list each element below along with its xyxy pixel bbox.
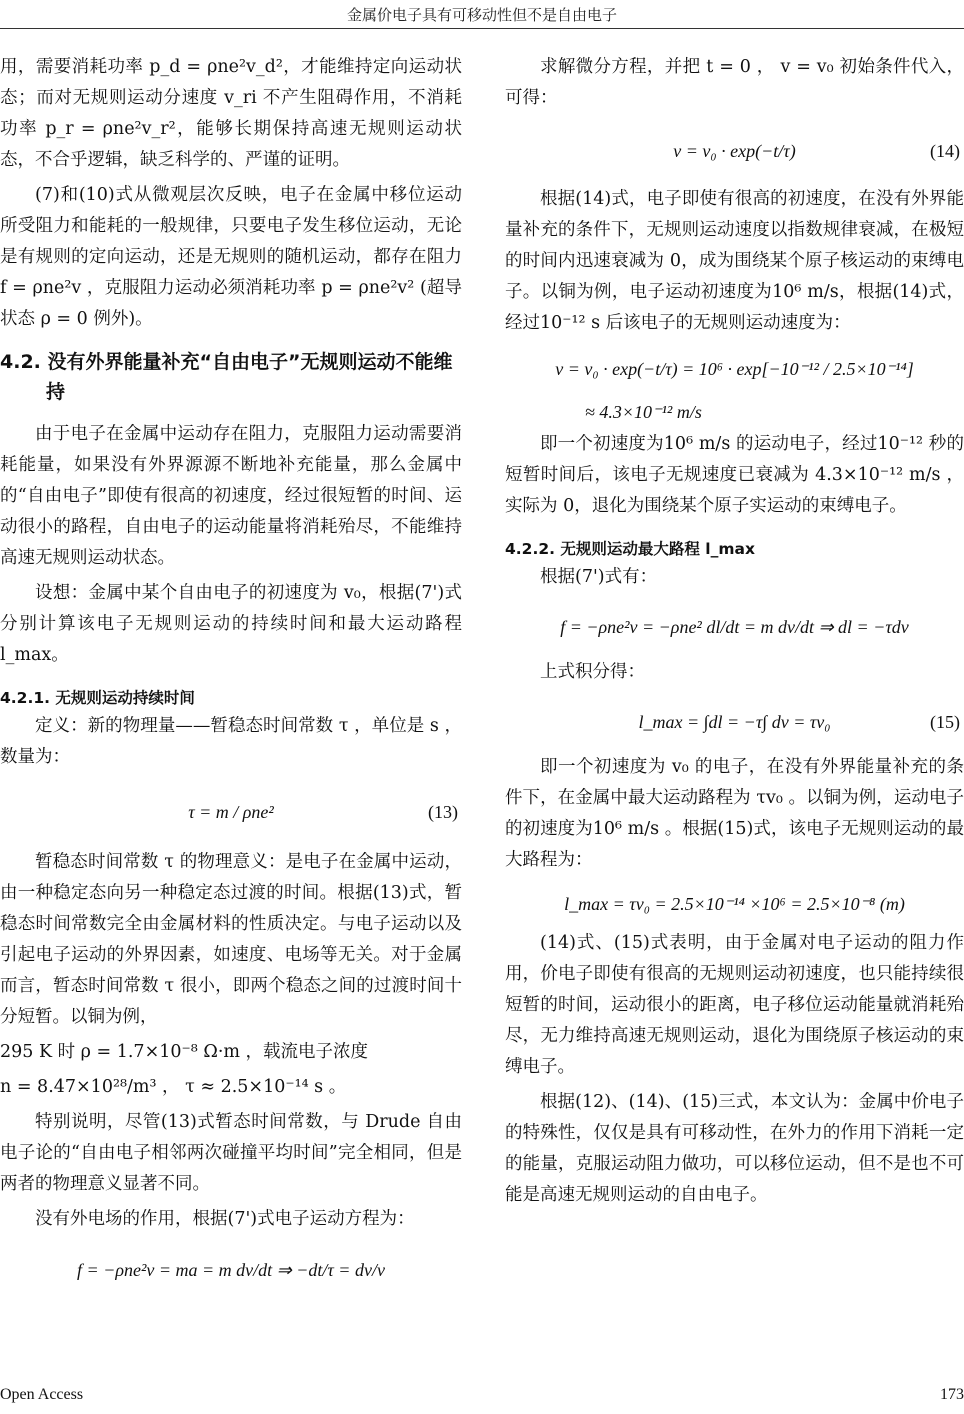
right-paragraph-2: 根据(14)式，电子即使有很高的初速度，在没有外界能量补充的条件下，无规则运动速度以指数规律衰减，在极短的时间内迅速衰减为 0，成为围绕某个原子核运动的束缚电子。以铜为例，电子运动初速度为10⁶ m/s，根据(14)式，经过10⁻¹² s 后该电子的无规则运动速度为： bbox=[505, 189, 964, 333]
equation-motion-body: f = −ρne²v = ma = m dv/dt ⇒ −dt/τ = dv/v bbox=[77, 1259, 385, 1280]
left-paragraph-7: 295 K 时 ρ = 1.7×10⁻⁸ Ω·m ，载流电子浓度 bbox=[0, 1042, 369, 1062]
header-rule bbox=[0, 28, 964, 29]
equation-14 bbox=[505, 118, 964, 184]
equation-14-number: (14) bbox=[930, 140, 960, 161]
section-4-2-heading: 4.2. 没有外界能量补充“自由电子”无规则运动不能维持 bbox=[0, 351, 453, 403]
left-paragraph-6: 暂稳态时间常数 τ 的物理意义：是电子在金属中运动，由一种稳定态向另一种稳定态过渡的时间。根据(13)式，暂稳态时间常数完全由金属材料的性质决定。与电子运动以及引起电子运动的外界因素，如速度、电场等无关。对于金属而言，暂态时间常数 τ 很小，即两个稳态之间的过渡时间十分短暂。以铜为例， bbox=[0, 852, 462, 1027]
equation-motion bbox=[0, 1239, 462, 1301]
equation-15-body: l_max = ∫dl = −τ∫ dv = τv₀ bbox=[638, 711, 831, 732]
equation-velocity-result bbox=[505, 395, 964, 429]
footer-journal: Open Access bbox=[0, 1386, 84, 1403]
equation-velocity-calc-body: v = v₀ · exp(−t/τ) = 10⁶ · exp[−10⁻¹² / 2.5×10⁻¹⁴] bbox=[555, 358, 914, 379]
running-header: 金属价电子具有可移动性但不是自由电子 bbox=[346, 6, 617, 24]
equation-path-value bbox=[505, 880, 964, 928]
equation-velocity-calc bbox=[505, 343, 964, 395]
equation-velocity-result-body: ≈ 4.3×10⁻¹² m/s bbox=[585, 401, 702, 422]
equation-15-number: (15) bbox=[930, 711, 960, 732]
equation-15 bbox=[505, 692, 964, 752]
section-4-2-2-heading: 4.2.2. 无规则运动最大路程 l_max bbox=[505, 540, 755, 558]
right-paragraph-5: 上式积分得： bbox=[540, 662, 645, 682]
left-paragraph-10: 没有外电场的作用，根据(7')式电子运动方程为： bbox=[35, 1209, 415, 1229]
equation-path-value-body: l_max = τv₀ = 2.5×10⁻¹⁴ ×10⁶ = 2.5×10⁻⁸ (m) bbox=[564, 893, 905, 914]
right-paragraph-6: 即一个初速度为 v₀ 的电子，在没有外界能量补充的条件下，在金属中最大运动路程为 τv₀ 。以铜为例，运动电子的初速度为10⁶ m/s 。根据(15)式，该电子无规则运动的最大路程为： bbox=[505, 757, 964, 870]
right-paragraph-7: (14)式、(15)式表明，由于金属对电子运动的阻力作用，价电子即使有很高的无规则运动初速度，也只能持续很短暂的时间，运动很小的距离，电子移位运动能量就消耗殆尽，无力维持高速无规则运动，退化为围绕原子核运动的束缚电子。 bbox=[505, 933, 964, 1077]
equation-14-body: v = v₀ · exp(−t/τ) bbox=[673, 140, 796, 161]
left-paragraph-8: n = 8.47×10²⁸/m³ ， τ ≈ 2.5×10⁻¹⁴ s 。 bbox=[0, 1077, 347, 1097]
equation-13-body: τ = m / ρne² bbox=[188, 801, 274, 822]
right-paragraph-8: 根据(12)、(14)、(15)三式，本文认为：金属中价电子的特殊性，仅仅是具有可移动性，在外力的作用下消耗一定的能量，克服运动阻力做功，可以移位运动，但不是也不可能是高速无规则运动的自由电子。 bbox=[505, 1092, 964, 1205]
left-paragraph-3: 由于电子在金属中运动存在阻力，克服阻力运动需要消耗能量，如果没有外界源源不断地补充能量，那么金属中的“自由电子”即使有很高的初速度，经过很短暂的时间、运动很小的路程，自由电子的运动能量将消耗殆尽，不能维持高速无规则运动状态。 bbox=[0, 424, 462, 568]
right-column bbox=[505, 52, 964, 1215]
left-paragraph-4: 设想：金属中某个自由电子的初速度为 v₀，根据(7')式分别计算该电子无规则运动的持续时间和最大运动路程 l_max。 bbox=[0, 583, 462, 665]
section-4-2-1-heading: 4.2.1. 无规则运动持续时间 bbox=[0, 689, 195, 707]
equation-13-number: (13) bbox=[428, 801, 458, 822]
right-paragraph-1: 求解微分方程，并把 t = 0 ， v = v₀ 初始条件代入，可得： bbox=[505, 57, 964, 108]
left-paragraph-9: 特别说明，尽管(13)式暂态时间常数，与 Drude 自由电子论的“自由电子相邻两次碰撞平均时间”完全相同，但是两者的物理意义显著不同。 bbox=[0, 1112, 462, 1194]
left-paragraph-5: 定义：新的物理量——暂稳态时间常数 τ ，单位是 s ，数量为： bbox=[0, 716, 462, 767]
equation-13 bbox=[0, 777, 462, 847]
left-paragraph-2: (7)和(10)式从微观层次反映，电子在金属中移位运动所受阻力和能耗的一般规律，只要电子发生移位运动，无论是有规则的定向运动，还是无规则的随机运动，都存在阻力 f = ρne²v ，克服阻力运动必须消耗功率 p = ρne²v² (超导状态 ρ = 0 例外)。 bbox=[0, 185, 462, 329]
footer-page-number: 173 bbox=[940, 1386, 964, 1403]
equation-path-body: f = −ρne²v = −ρne² dl/dt = m dv/dt ⇒ dl = −τdv bbox=[560, 616, 909, 637]
left-paragraph-1: 用，需要消耗功率 p_d = ρne²v_d²，才能维持定向运动状态；而对无规则运动分速度 v_ri 不产生阻碍作用，不消耗功率 p_r = ρne²v_r²，能够长期保持高速无规则运动状态，不合乎逻辑，缺乏科学的、严谨的证明。 bbox=[0, 57, 462, 170]
right-paragraph-4: 根据(7')式有： bbox=[540, 567, 658, 587]
left-column bbox=[0, 52, 462, 1301]
equation-path bbox=[505, 597, 964, 657]
right-paragraph-3: 即一个初速度为10⁶ m/s 的运动电子，经过10⁻¹² 秒的短暂时间后，该电子无规速度已衰减为 4.3×10⁻¹² m/s ，实际为 0，退化为围绕某个原子实运动的束缚电子。 bbox=[505, 434, 964, 516]
